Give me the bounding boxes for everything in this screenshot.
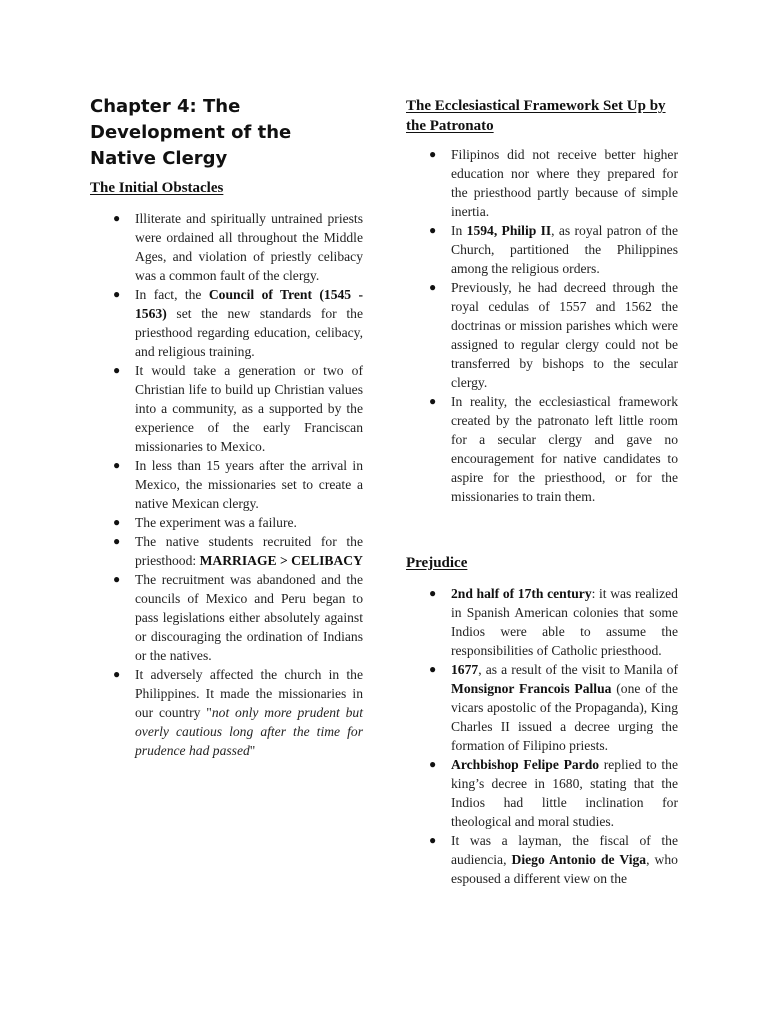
bullet-icon: ● xyxy=(113,363,121,377)
section-title-prejudice: Prejudice xyxy=(406,555,468,571)
bullet-icon: ● xyxy=(429,586,437,600)
list-item: ● In 1594, Philip II, as royal patron of the Church, partitioned the Philippines among the religious orders. xyxy=(429,223,678,276)
bullet-icon: ● xyxy=(429,833,437,847)
bullet-icon: ● xyxy=(113,287,121,301)
bullet-icon: ● xyxy=(429,147,437,161)
list-item: ● The native students recruited for the priesthood: MARRIAGE > CELIBACY xyxy=(113,534,363,568)
bullet-icon: ● xyxy=(429,280,437,294)
bullet-icon: ● xyxy=(113,667,121,681)
initial-obstacles-list xyxy=(90,209,363,760)
list-item: ● Filipinos did not receive better higher education nor where they prepared for the priesthood partly because of simple inertia. xyxy=(429,147,678,219)
section-title-ecclesiastical-framework: The Ecclesiastical Framework Set Up by the Patronato xyxy=(406,98,666,134)
list-item: ● Previously, he had decreed through the royal cedulas of 1557 and 1562 the doctrinas or mission parishes which were assigned to regular clergy could not be transferred by bishops to the secular clergy. xyxy=(429,280,678,390)
section-title-initial-obstacles: The Initial Obstacles xyxy=(90,180,224,196)
bullet-icon: ● xyxy=(113,515,121,529)
list-item: ● The recruitment was abandoned and the councils of Mexico and Peru began to pass legislations either absolutely against or discouraging the ordination of Indians or the natives. xyxy=(113,572,363,663)
list-item: ● In less than 15 years after the arrival in Mexico, the missionaries set to create a native Mexican clergy. xyxy=(113,458,363,511)
bullet-icon: ● xyxy=(429,223,437,237)
list-item: ● Illiterate and spiritually untrained priests were ordained all throughout the Middle Ages, and violation of priestly celibacy was a common fault of the clergy. xyxy=(113,211,363,283)
list-item: ● In reality, the ecclesiastical framework created by the patronato left little room for a secular clergy and gave no encouragement for native candidates to aspire for the priesthood, or for the missionaries to train them. xyxy=(429,394,678,504)
list-item: ● The experiment was a failure. xyxy=(113,515,297,530)
bullet-icon: ● xyxy=(429,757,437,771)
bullet-icon: ● xyxy=(429,662,437,676)
ecclesiastical-framework-list xyxy=(406,145,678,506)
list-item: ● Archbishop Felipe Pardo replied to the king’s decree in 1680, stating that the Indios had little inclination for theological and moral studies. xyxy=(429,757,678,829)
bullet-icon: ● xyxy=(113,534,121,548)
list-item: ● It would take a generation or two of Christian life to build up Christian values into a community, as a supported by the experience of the early Franciscan missionaries to Mexico. xyxy=(113,363,363,454)
chapter-title: Chapter 4: The Development of the Native Clergy xyxy=(90,96,292,169)
prejudice-list xyxy=(406,584,678,888)
list-item: ● 1677, as a result of the visit to Manila of Monsignor Francois Pallua (one of the vicars apostolic of the Propaganda), King Charles II issued a decree urging the formation of Filipino priests. xyxy=(429,662,678,753)
list-item: ● In fact, the Council of Trent (1545 - 1563) set the new standards for the priesthood regarding education, celibacy, and religious training. xyxy=(113,287,363,359)
bullet-icon: ● xyxy=(429,394,437,408)
bullet-icon: ● xyxy=(113,211,121,225)
list-item: ● It adversely affected the church in the Philippines. It made the missionaries in our country "not only more prudent but overly cautious long after the time for prudence had passed" xyxy=(113,667,363,758)
list-item: ● It was a layman, the fiscal of the audiencia, Diego Antonio de Viga, who espoused a different view on the xyxy=(429,833,678,886)
list-item: ● 2nd half of 17th century: it was realized in Spanish American colonies that some Indios were able to assume the responsibilities of Catholic priesthood. xyxy=(429,586,678,658)
bullet-icon: ● xyxy=(113,572,121,586)
bullet-icon: ● xyxy=(113,458,121,472)
